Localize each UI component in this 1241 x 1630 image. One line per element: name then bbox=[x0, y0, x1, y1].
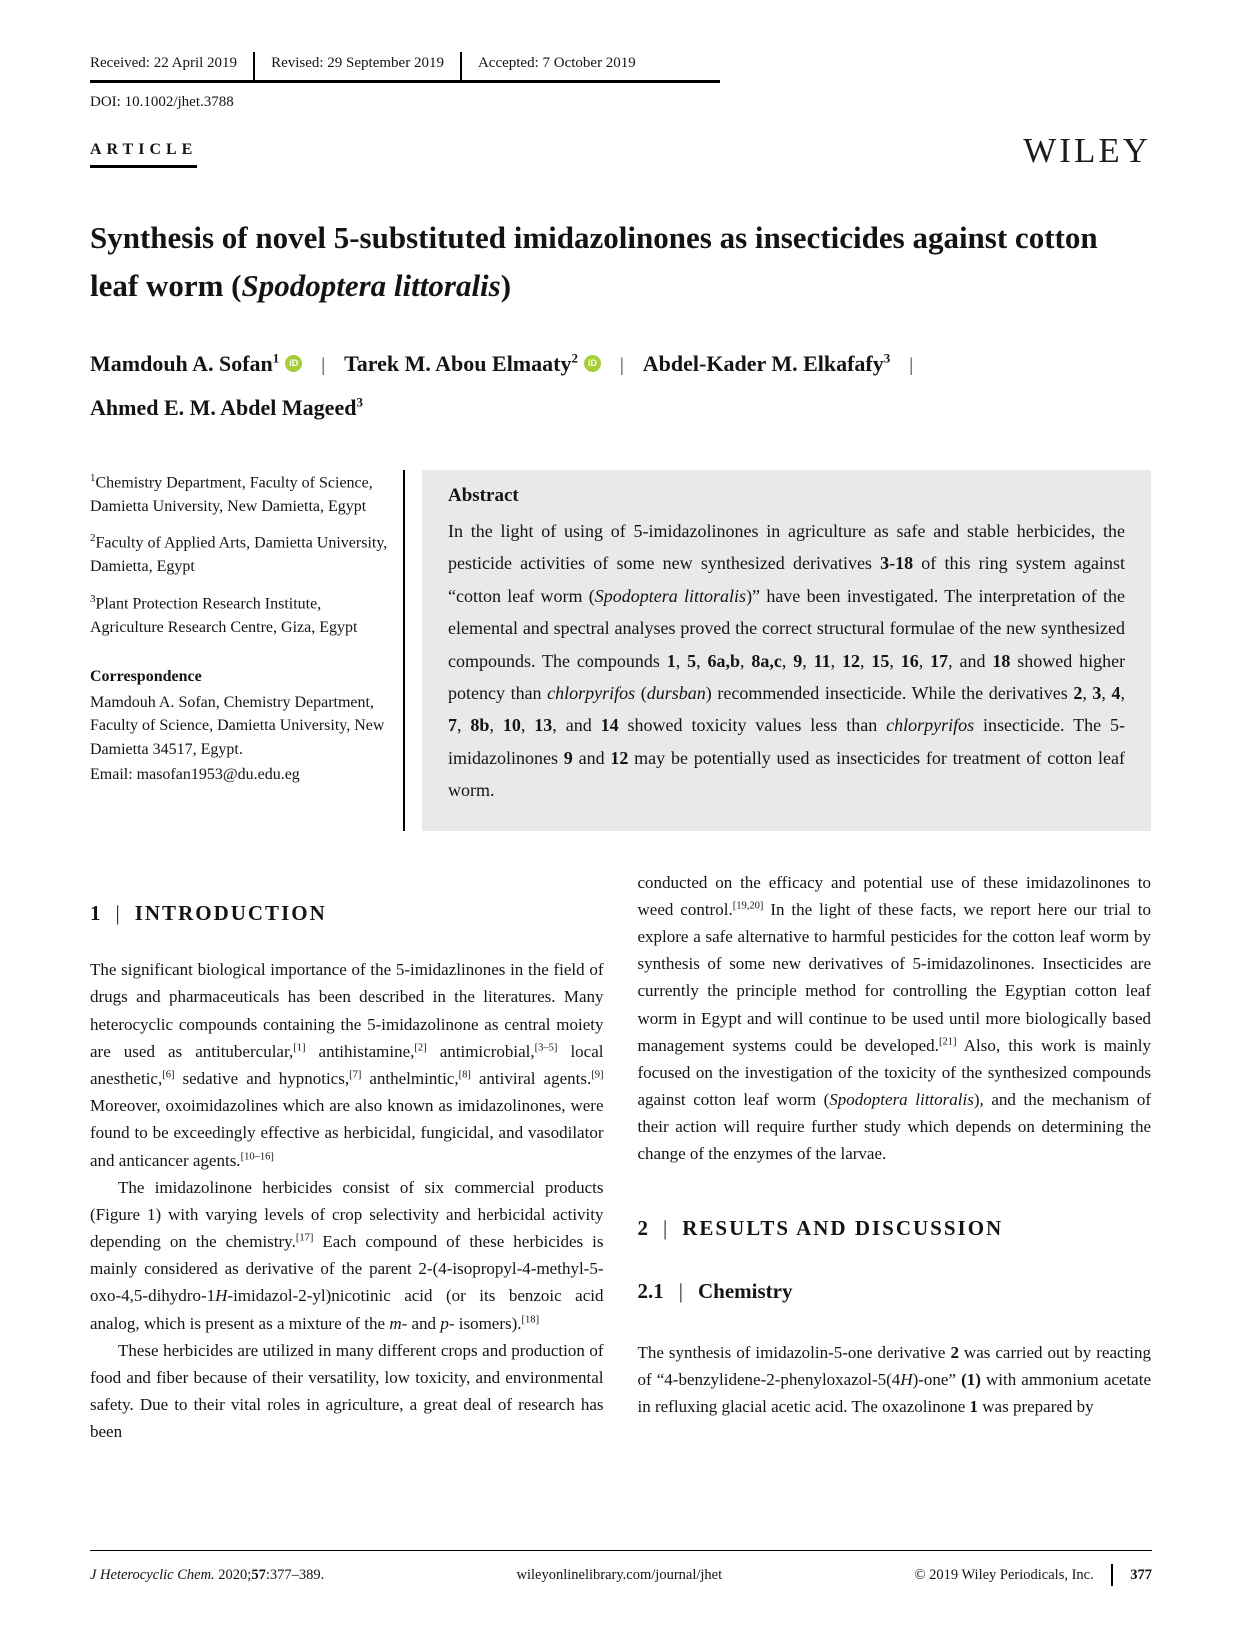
correspondence-email[interactable]: Email: masofan1953@du.edu.eg bbox=[90, 766, 300, 784]
author-name: Mamdouh A. Sofan bbox=[90, 351, 273, 377]
section-heading-introduction: 1 | INTRODUCTION bbox=[90, 900, 327, 925]
author bbox=[643, 351, 890, 376]
author-name: Abdel-Kader M. Elkafafy bbox=[642, 351, 884, 377]
journal-citation: J Heterocyclic Chem. 2020;57:377–389. bbox=[90, 1566, 325, 1583]
abstract-heading: Abstract bbox=[448, 485, 519, 507]
paragraph: The synthesis of imidazolin-5-one derivative 2 was carried out by reacting of “4-benzylidene-2-phenyloxazol-5(4H)-one” (1) with ammonium acetate in refluxing glacial acetic acid. The oxazolinone 1 was prepared by bbox=[637, 1342, 1151, 1417]
author bbox=[344, 351, 601, 376]
accepted-date: Accepted: 7 October 2019 bbox=[477, 55, 636, 71]
correspondence-heading: Correspondence bbox=[90, 668, 202, 686]
affiliations-block bbox=[90, 470, 388, 831]
author bbox=[90, 351, 302, 376]
left-column bbox=[90, 869, 604, 1446]
article-type-label: ARTICLE bbox=[90, 141, 197, 168]
heading-separator: | bbox=[678, 1279, 683, 1304]
page-title: Synthesis of novel 5-substituted imidazolinones as insecticides against cotton leaf worm (Spodoptera littoralis) bbox=[90, 220, 1098, 304]
divider bbox=[460, 52, 462, 80]
divider bbox=[253, 52, 255, 80]
copyright: © 2019 Wiley Periodicals, Inc. bbox=[914, 1566, 1094, 1583]
page-number: 377 bbox=[1130, 1566, 1152, 1583]
page-footer bbox=[90, 1550, 1152, 1586]
heading-separator: | bbox=[115, 900, 120, 925]
manuscript-history-bar bbox=[90, 52, 720, 83]
divider bbox=[1111, 1564, 1114, 1586]
author-separator: | bbox=[619, 355, 624, 377]
section-heading-chemistry: 2.1 | Chemistry bbox=[637, 1279, 793, 1304]
received-date: Received: 22 April 2019 bbox=[90, 55, 238, 71]
abstract-text: In the light of using of 5-imidazolinones in agriculture as safe and stable herbicides, the pesticide activities of some new synthesized derivatives 3-18 of this ring system against “cotton leaf worm (Spodoptera littoralis)” have been investigated. The interpretation of the elemental and spectral analyses proved the correct structural formulae of the new synthesized compounds. The compounds 1, 5, 6a,b, 8a,c, 9, 11, 12, 15, 16, 17, and 18 showed higher potency than chlorpyrifos (dursban) recommended insecticide. While the derivatives 2, 3, 4, 7, 8b, 10, 13, and 14 showed toxicity values less than chlorpyrifos insecticide. The 5-imidazolinones 9 and 12 may be potentially used as insecticides for treatment of cotton leaf worm. bbox=[448, 521, 1126, 801]
meta-row bbox=[90, 470, 1151, 831]
article-body bbox=[90, 869, 1151, 1446]
journal-url[interactable]: wileyonlinelibrary.com/journal/jhet bbox=[516, 1566, 723, 1583]
correspondence-body: Mamdouh A. Sofan, Chemistry Department, Faculty of Science, Damietta University, New Damietta 34517, Egypt. bbox=[90, 693, 385, 758]
paragraph: The imidazolinone herbicides consist of six commercial products (Figure 1) with varying levels of crop selectivity and herbicidal activity depending on the chemistry.[17] Each compound of these herbicides is mainly considered as derivative of the parent 2-(4-isopropyl-4-methyl-5-oxo-4,5-dihydro-1H-imidazol-2-yl)nicotinic acid (or its benzoic acid analog, which is present as a mixture of the m- and p- isomers).[18] bbox=[90, 1177, 604, 1333]
footer-rule bbox=[90, 1550, 1152, 1551]
author-name: Tarek M. Abou Elmaaty bbox=[344, 351, 572, 377]
author-affiliation-sup: 1 bbox=[272, 350, 280, 366]
abstract-box bbox=[422, 470, 1151, 831]
right-column bbox=[638, 869, 1152, 1446]
author bbox=[90, 395, 363, 420]
heading-separator: | bbox=[663, 1215, 668, 1240]
author-list bbox=[90, 342, 1100, 430]
vertical-divider bbox=[403, 470, 405, 831]
author-affiliation-sup: 3 bbox=[883, 350, 891, 366]
author-separator: | bbox=[321, 355, 326, 377]
brand-row bbox=[90, 133, 1151, 168]
affiliation-item: $^2$Faculty of Applied Arts, Damietta University, Damietta, Egypt bbox=[90, 532, 388, 576]
doi: DOI: 10.1002/jhet.3788 bbox=[90, 94, 234, 110]
affiliation-item: $^1$Chemistry Department, Faculty of Science, Damietta University, New Damietta, Egypt bbox=[90, 472, 373, 515]
author-affiliation-sup: 2 bbox=[571, 350, 578, 366]
author-affiliation-sup: 3 bbox=[356, 394, 363, 410]
orcid-icon[interactable]: iD bbox=[285, 355, 302, 372]
section-heading-results: 2 | RESULTS AND DISCUSSION bbox=[637, 1215, 1004, 1240]
paragraph: These herbicides are utilized in many different crops and production of food and fiber because of their versatility, low toxicity, and environmental safety. Due to their vital roles in agriculture, a great deal of research has been bbox=[90, 1340, 604, 1442]
revised-date: Revised: 29 September 2019 bbox=[271, 55, 444, 71]
orcid-icon[interactable]: iD bbox=[584, 355, 601, 372]
paragraph: The significant biological importance of the 5-imidazlinones in the field of drugs and pharmaceuticals has been described in the literatures. Many heterocyclic compounds containing the 5-imidazolinone as central moiety are used as antitubercular,[1] antihistamine,[2] antimicrobial,[3–5] local anesthetic,[6] sedative and hypnotics,[7] anthelmintic,[8] antiviral agents.[9] Moreover, oxoimidazolines which are also known as imidazolinones, were found to be exceedingly effective as herbicidal, fungicidal, and vasodilator and anticancer agents.[10–16] bbox=[90, 960, 604, 1170]
paragraph: conducted on the efficacy and potential use of these imidazolinones to weed control.[19,20] In the light of these facts, we report here our trial to explore a safe alternative to harmful pesticides for the cotton leaf worm by synthesis of some new derivatives of 5-imidazolinones. Insecticides are currently the principle method for controlling the Egyptian cotton leaf worm in Egypt and will continue to be used until more biologically based management systems could be developed.[21] Also, this work is mainly focused on the investigation of the toxicity of the synthesized compounds against cotton leaf worm (Spodoptera littoralis), and the mechanism of their action will require further study which depends on determining the change of the enzymes of the larvae. bbox=[637, 872, 1151, 1164]
author-name: Ahmed E. M. Abdel Mageed bbox=[90, 395, 357, 421]
author-separator: | bbox=[909, 355, 914, 377]
wiley-logo: WILEY bbox=[1023, 131, 1151, 170]
affiliation-item: $^3$Plant Protection Research Institute, Agriculture Research Centre, Giza, Egypt bbox=[90, 592, 358, 636]
